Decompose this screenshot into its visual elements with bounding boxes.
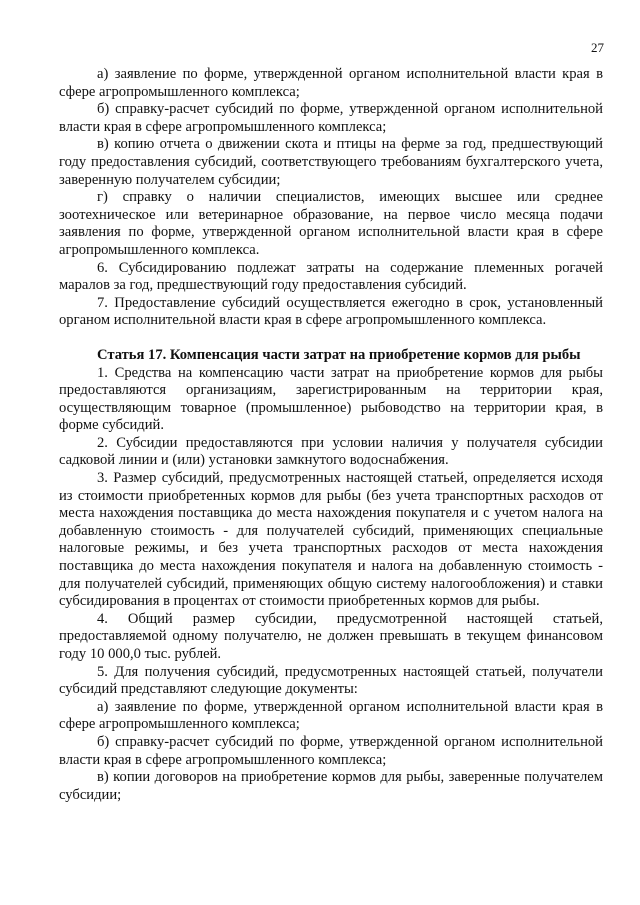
paragraph-b-calculation: б) справку-расчет субсидий по форме, утвержденной органом исполнительной власти края в сфере агропромышленного комплекса; — [59, 101, 603, 135]
paragraph-7-subsidy-term: 7. Предоставление субсидий осуществляется ежегодно в срок, установленный органом исполнительной власти края в сфере агропромышленного комплекса. — [59, 294, 603, 329]
article-17-paragraph-2: 2. Субсидии предоставляются при условии наличия у получателя субсидии садковой линии и (или) установки замкнутого водоснабжения. — [59, 434, 603, 469]
article-17-paragraph-3: 3. Размер субсидий, предусмотренных настоящей статьей, определяется исходя из стоимости приобретенных кормов для рыбы (без учета транспортных расходов от места нахождения поставщика до места нахождения покупателя и с учетом налога на добавленную стоимость - для получателей субсидий, применяющих специальные налоговые режимы, и без учета транспортных расходов от места нахождения поставщика до места нахождения покупателя и налога на добавленную стоимость - для получателей субсидий, применяющих общую систему налогообложения) и ставки субсидирования в процентах от стоимости приобретенных кормов для рыбы. — [59, 470, 603, 610]
paragraph-v-livestock-report: в) копию отчета о движении скота и птицы на ферме за год, предшествующий году предоставления субсидий, соответствующего требованиям бухгалтерского учета, заверенную получателем субсидии; — [59, 136, 603, 188]
paragraph-g-specialists: г) справку о наличии специалистов, имеющих высшее или среднее зоотехническое или ветеринарное образование, на первое число месяца подачи заявления по форме, утвержденной органом исполнительной власти края в сфере агропромышленного комплекса. — [59, 189, 603, 258]
document-body — [59, 66, 603, 804]
article-17-paragraph-4: 4. Общий размер субсидии, предусмотренной настоящей статьей, предоставляемой одному получателю, не должен превышать в текущем финансовом году 10 000,0 тыс. рублей. — [59, 610, 603, 662]
article-17-item-b: б) справку-расчет субсидий по форме, утвержденной органом исполнительной власти края в сфере агропромышленного комплекса; — [59, 733, 603, 768]
article-17-heading: Статья 17. Компенсация части затрат на приобретение кормов для рыбы — [97, 346, 581, 363]
article-17-item-v: в) копии договоров на приобретение кормов для рыбы, заверенные получателем субсидии; — [59, 769, 603, 803]
section-spacer — [59, 330, 603, 347]
article-17-item-a: а) заявление по форме, утвержденной органом исполнительной власти края в сфере агропромышленного комплекса; — [59, 698, 603, 733]
page-number: 27 — [591, 40, 604, 55]
article-17-paragraph-5: 5. Для получения субсидий, предусмотренных настоящей статьей, получатели субсидий представляют следующие документы: — [59, 663, 603, 698]
article-17-paragraph-1: 1. Средства на компенсацию части затрат на приобретение кормов для рыбы предоставляются организациям, зарегистрированным на территории края, осуществляющим товарное (промышленное) рыбоводство на территории края, в форме субсидий. — [59, 364, 603, 434]
paragraph-a-application: а) заявление по форме, утвержденной органом исполнительной власти края в сфере агропромышленного комплекса; — [59, 66, 603, 100]
paragraph-6-subsidized-costs: 6. Субсидированию подлежат затраты на содержание племенных рогачей маралов за год, предшествующий году предоставления субсидий. — [59, 259, 603, 294]
